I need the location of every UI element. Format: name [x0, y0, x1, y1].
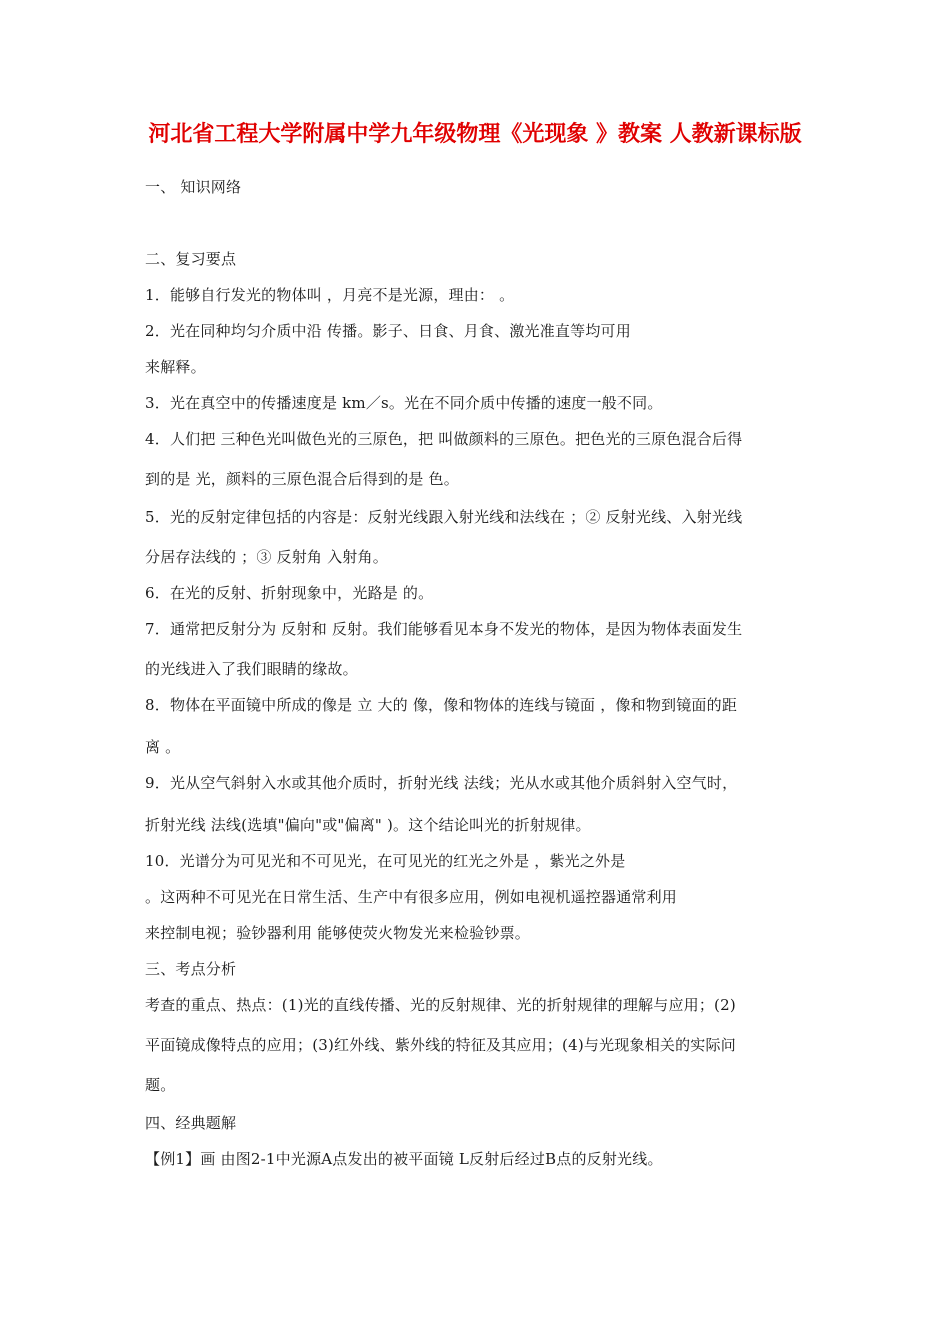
text-line: 4．人们把 三种色光叫做色光的三原色，把 叫做颜料的三原色。把色光的三原色混合后得 [145, 430, 743, 448]
section-heading-4: 四、经典题解 [145, 1114, 237, 1132]
section-heading-2: 二、复习要点 [145, 250, 237, 268]
text-line: 平面镜成像特点的应用；(3)红外线、紫外线的特征及其应用；(4)与光现象相关的实际问 [145, 1036, 736, 1054]
text-line: 。这两种不可见光在日常生活、生产中有很多应用，例如电视机遥控器通常利用 [145, 888, 678, 906]
text-line: 到的是 光，颜料的三原色混合后得到的是 色。 [145, 470, 459, 488]
text-line: 6．在光的反射、折射现象中，光路是 的。 [145, 584, 434, 602]
text-line: 来控制电视；验钞器利用 能够使荧火物发光来检验钞票。 [145, 924, 530, 942]
text-line: 8．物体在平面镜中所成的像是 立 大的 像，像和物体的连线与镜面 ，像和物到镜面的距 [145, 696, 738, 714]
text-line: 10．光谱分为可见光和不可见光，在可见光的红光之外是 ，紫光之外是 [145, 852, 626, 870]
text-line: 3．光在真空中的传播速度是 km／s。光在不同介质中传播的速度一般不同。 [145, 394, 663, 412]
text-line: 来解释。 [145, 358, 206, 376]
document-title: 河北省工程大学附属中学九年级物理《光现象 》教案 人教新课标版 [148, 122, 802, 147]
text-line: 1．能够自行发光的物体叫 ，月亮不是光源，理由： 。 [145, 286, 515, 304]
text-line: 离 。 [145, 738, 181, 756]
section-heading-1: 一、 知识网络 [145, 178, 242, 196]
text-line: 7．通常把反射分为 反射和 反射。我们能够看见本身不发光的物体，是因为物体表面发生 [145, 620, 743, 638]
text-line: 题。 [145, 1076, 176, 1094]
text-line: 考查的重点、热点：(1)光的直线传播、光的反射规律、光的折射规律的理解与应用；(2) [145, 996, 736, 1014]
text-line: 【例1】画 由图2-1中光源A点发出的被平面镜 L反射后经过B点的反射光线。 [145, 1150, 663, 1168]
text-line: 的光线进入了我们眼睛的缘故。 [145, 660, 358, 678]
text-line: 折射光线 法线(选填"偏向"或"偏离" )。这个结论叫光的折射规律。 [145, 816, 591, 834]
text-line: 2．光在同种均匀介质中沿 传播。影子、日食、月食、激光准直等均可用 [145, 322, 631, 340]
text-line: 5．光的反射定律包括的内容是：反射光线跟入射光线和法线在 ；② 反射光线、入射光线 [145, 508, 743, 526]
text-line: 分居存法线的 ；③ 反射角 入射角。 [145, 548, 388, 566]
text-line: 9．光从空气斜射入水或其他介质时，折射光线 法线；光从水或其他介质斜射入空气时， [145, 774, 738, 792]
section-heading-3: 三、考点分析 [145, 960, 237, 978]
